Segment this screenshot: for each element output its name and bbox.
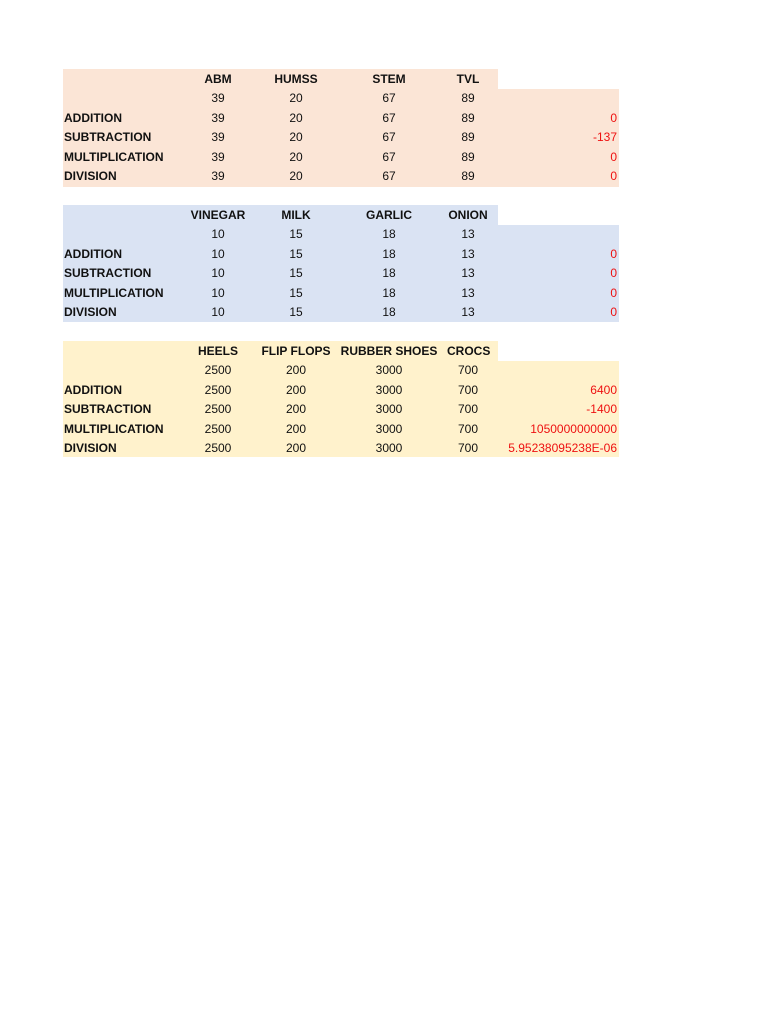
row-label[interactable]: SUBTRACTION	[64, 402, 152, 416]
value-cell[interactable]: 200	[285, 421, 307, 436]
value-cell[interactable]: 15	[289, 266, 303, 280]
row-label[interactable]: DIVISION	[64, 305, 117, 319]
value-cell[interactable]: 3000	[375, 402, 403, 416]
result-cell[interactable]: 0	[610, 149, 617, 164]
value-cell[interactable]: 2500	[204, 441, 232, 455]
header-row	[63, 341, 619, 361]
value-cell[interactable]: 2500	[204, 382, 232, 397]
value-cell[interactable]: 15	[289, 285, 303, 300]
table-row	[63, 400, 619, 420]
value-cell[interactable]: 89	[461, 169, 475, 183]
header-cell[interactable]: VINEGAR	[190, 208, 246, 222]
value-cell[interactable]: 67	[382, 169, 396, 183]
table-row	[63, 361, 619, 381]
table-footwear	[63, 341, 619, 459]
value-cell[interactable]: 20	[289, 110, 303, 125]
value-cell[interactable]: 20	[289, 91, 303, 105]
row-label[interactable]: MULTIPLICATION	[64, 285, 164, 300]
result-cell[interactable]: -137	[592, 130, 617, 144]
result-cell[interactable]: 6400	[590, 382, 617, 397]
value-cell[interactable]: 13	[461, 266, 475, 280]
table-row	[63, 109, 619, 129]
value-cell[interactable]: 89	[461, 149, 475, 164]
value-cell[interactable]: 18	[382, 227, 396, 241]
table-row	[63, 381, 619, 401]
value-cell[interactable]: 200	[285, 441, 307, 455]
table-row	[63, 128, 619, 148]
header-row	[63, 69, 619, 89]
table-ingredients	[63, 205, 619, 323]
value-cell[interactable]: 700	[457, 382, 479, 397]
value-cell[interactable]: 10	[211, 227, 225, 241]
value-cell[interactable]: 2500	[204, 363, 232, 377]
value-cell[interactable]: 20	[289, 130, 303, 144]
result-cell[interactable]: 0	[610, 169, 617, 183]
row-label[interactable]: DIVISION	[64, 169, 117, 183]
header-cell[interactable]: HEELS	[197, 344, 238, 358]
header-row	[63, 205, 619, 225]
value-cell[interactable]: 18	[382, 266, 396, 280]
value-cell[interactable]: 15	[289, 227, 303, 241]
table-row	[63, 303, 619, 323]
result-cell[interactable]: 0	[610, 285, 617, 300]
header-cell[interactable]: FLIP FLOPS	[261, 344, 331, 358]
value-cell[interactable]: 3000	[375, 382, 403, 397]
header-cell[interactable]: HUMSS	[274, 72, 318, 86]
value-cell[interactable]: 39	[211, 110, 225, 125]
value-cell[interactable]: 89	[461, 91, 475, 105]
value-cell[interactable]: 13	[461, 227, 475, 241]
table-row	[63, 245, 619, 265]
header-cell[interactable]: ONION	[448, 208, 488, 222]
result-cell[interactable]: 0	[610, 305, 617, 319]
value-cell[interactable]: 10	[211, 285, 225, 300]
value-cell[interactable]: 89	[461, 110, 475, 125]
table-row	[63, 89, 619, 109]
value-cell[interactable]: 200	[285, 382, 307, 397]
value-cell[interactable]: 10	[211, 266, 225, 280]
value-cell[interactable]: 67	[382, 130, 396, 144]
row-label[interactable]: ADDITION	[64, 382, 122, 397]
row-label[interactable]: ADDITION	[64, 110, 122, 125]
header-cell[interactable]: RUBBER SHOES	[340, 344, 438, 358]
value-cell[interactable]: 18	[382, 285, 396, 300]
value-cell[interactable]: 3000	[375, 421, 403, 436]
value-cell[interactable]: 39	[211, 149, 225, 164]
table-row	[63, 167, 619, 187]
row-label[interactable]: SUBTRACTION	[64, 130, 152, 144]
value-cell[interactable]: 13	[461, 285, 475, 300]
value-cell[interactable]: 200	[285, 363, 307, 377]
value-cell[interactable]: 39	[211, 91, 225, 105]
header-cell[interactable]: CROCS	[447, 344, 491, 358]
result-cell[interactable]: 5.95238095238E-06	[508, 441, 617, 455]
result-cell[interactable]: 0	[610, 246, 617, 261]
value-cell[interactable]: 13	[461, 305, 475, 319]
result-cell[interactable]: 1050000000000	[530, 421, 617, 436]
value-cell[interactable]: 700	[457, 421, 479, 436]
row-label[interactable]: DIVISION	[64, 441, 117, 455]
value-cell[interactable]: 67	[382, 91, 396, 105]
header-cell[interactable]: TVL	[456, 72, 480, 86]
header-cell[interactable]: STEM	[372, 72, 406, 86]
value-cell[interactable]: 20	[289, 169, 303, 183]
value-cell[interactable]: 18	[382, 246, 396, 261]
table-row	[63, 148, 619, 168]
value-cell[interactable]: 200	[285, 402, 307, 416]
table-row	[63, 439, 619, 459]
value-cell[interactable]: 700	[457, 441, 479, 455]
value-cell[interactable]: 39	[211, 130, 225, 144]
value-cell[interactable]: 15	[289, 246, 303, 261]
result-cell[interactable]: 0	[610, 110, 617, 125]
header-cell[interactable]: MILK	[281, 208, 311, 222]
row-label[interactable]: MULTIPLICATION	[64, 421, 164, 436]
value-cell[interactable]: 2500	[204, 421, 232, 436]
value-cell[interactable]: 3000	[375, 363, 403, 377]
value-cell[interactable]: 15	[289, 305, 303, 319]
header-cell[interactable]: GARLIC	[366, 208, 412, 222]
value-cell[interactable]: 39	[211, 169, 225, 183]
value-cell[interactable]: 67	[382, 110, 396, 125]
result-cell[interactable]: -1400	[586, 402, 617, 416]
value-cell[interactable]: 89	[461, 130, 475, 144]
value-cell[interactable]: 700	[457, 402, 479, 416]
value-cell[interactable]: 10	[211, 305, 225, 319]
row-label[interactable]: SUBTRACTION	[64, 266, 152, 280]
table-row	[63, 284, 619, 304]
value-cell[interactable]: 18	[382, 305, 396, 319]
table-strands	[63, 69, 619, 187]
value-cell[interactable]: 67	[382, 149, 396, 164]
value-cell[interactable]: 13	[461, 246, 475, 261]
result-cell[interactable]: 0	[610, 266, 617, 280]
header-cell[interactable]: ABM	[204, 72, 232, 86]
table-row	[63, 264, 619, 284]
row-label[interactable]: MULTIPLICATION	[64, 149, 164, 164]
value-cell[interactable]: 700	[457, 363, 479, 377]
value-cell[interactable]: 3000	[375, 441, 403, 455]
table-row	[63, 225, 619, 245]
value-cell[interactable]: 2500	[204, 402, 232, 416]
row-label[interactable]: ADDITION	[64, 246, 122, 261]
value-cell[interactable]: 10	[211, 246, 225, 261]
table-row	[63, 420, 619, 440]
value-cell[interactable]: 20	[289, 149, 303, 164]
